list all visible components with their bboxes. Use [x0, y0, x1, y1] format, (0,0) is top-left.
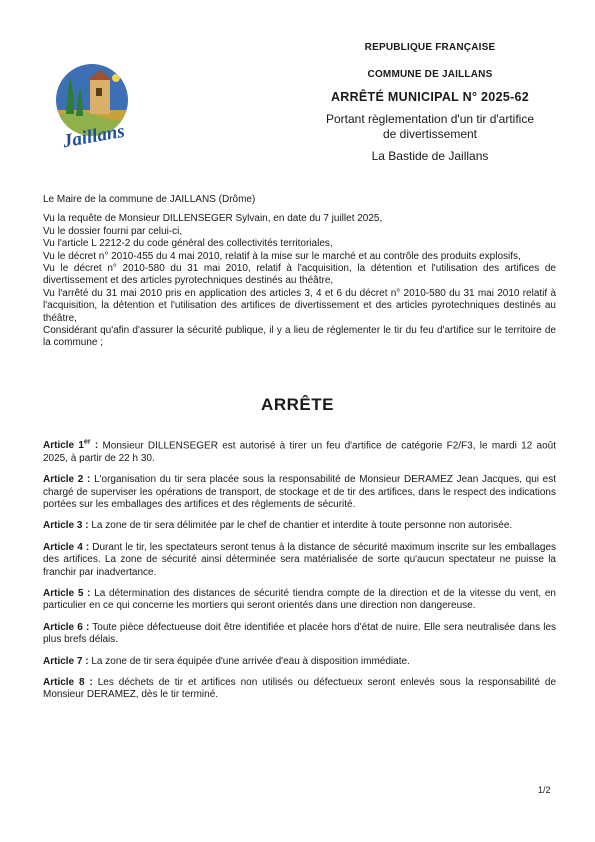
visa-line: Vu le décret n° 2010-580 du 31 mai 2010, relatif à l'acquisition, la détention et l'utilisation des artifices de divertissement et des articles pyrotechniques destinés au théâtre,	[43, 263, 556, 287]
article-5	[43, 588, 556, 613]
maire-line: Le Maire de la commune de JAILLANS (Drôme)	[43, 194, 256, 205]
article-label: Article 1er :	[43, 439, 99, 452]
visa-line: Vu l'article L 2212-2 du code général des collectivités territoriales,	[43, 238, 333, 250]
visas-section	[43, 194, 556, 350]
location-label: La Bastide de Jaillans	[371, 149, 489, 163]
visa-line: Vu le décret n° 2010-455 du 4 mai 2010, relatif à la mise sur le marché et au contrôle des produits explosifs,	[43, 250, 521, 262]
article-text: La détermination des distances de sécurité tiendra compte de la direction et de la vitesse du vent, en particulier en ce qui concerne les mortiers qui seront orientés dans une direction non dangereuse.	[43, 587, 556, 612]
article-text: Les déchets de tir et artifices non utilisés ou défectueux seront enlevés sous la responsabilité de Monsieur DERAMEZ, dès le tir terminé.	[43, 677, 557, 701]
article-text: Toute pièce défectueuse doit être identifiée et placée hors d'état de nuire. Elle sera neutralisée dans les plus brefs délais.	[43, 621, 557, 646]
article-7	[43, 656, 556, 668]
article-2	[43, 474, 556, 511]
article-label: Article 8 :	[43, 677, 93, 689]
subject-title	[300, 112, 560, 142]
article-text: La zone de tir sera équipée d'une arrivée d'eau à disposition immédiate.	[88, 655, 410, 667]
article-text: Monsieur DILLENSEGER est autorisé à tirer un feu d'artifice de catégorie F2/F3, le mardi 12 août 2025, à partir de 22 h 30.	[43, 440, 556, 464]
logo-text: Jaillans	[61, 120, 127, 153]
subject-line-1: Portant règlementation d'un tir d'artifice	[325, 112, 535, 126]
article-3	[43, 520, 556, 532]
page-number: 1/2	[538, 785, 551, 795]
article-6	[43, 622, 556, 647]
republique-label: REPUBLIQUE FRANÇAISE	[364, 42, 496, 53]
article-label: Article 6 :	[43, 621, 90, 633]
visa-line: Vu le dossier fourni par celui-ci,	[43, 225, 183, 237]
visa-line: Vu la requête de Monsieur DILLENSEGER Sylvain, en date du 7 juillet 2025,	[43, 213, 383, 225]
article-4	[43, 542, 556, 579]
article-text: L'organisation du tir sera placée sous la responsabilité de Monsieur DERAMEZ Jean Jacques, qui est chargé de superviser les opérations de transport, de stockage et de tir des artifices, dans le respect des indications portées sur les emballages des artifices et des règlements de sécurité.	[43, 474, 557, 510]
article-8	[43, 677, 556, 702]
articles-section	[43, 437, 556, 711]
arrete-title: ARRÊTE	[261, 395, 334, 414]
article-label: Article 2 :	[43, 474, 91, 486]
article-text: La zone de tir sera délimitée par le chef de chantier et interdite à toute personne non autorisée.	[88, 520, 513, 532]
document-header	[300, 42, 560, 163]
subject-line-2: de divertissement	[382, 127, 478, 141]
visa-line: Vu l'arrêté du 31 mai 2010 pris en application des articles 3, 4 et 6 du décret n° 2010-580 du 31 mai 2010 relatif à l'acquisition, la détention et l'utilisation des artifices de divertissement et des articles pyrotechniques destinés au théâtre,	[43, 287, 556, 324]
article-label: Article 3 :	[43, 520, 89, 532]
commune-label: COMMUNE DE JAILLANS	[367, 69, 493, 80]
considerant-line: Considérant qu'afin d'assurer la sécurité publique, il y a lieu de réglementer le tir du feu d'artifice sur le territoire de la commune ;	[43, 325, 556, 349]
article-text: Durant le tir, les spectateurs seront tenus à la distance de sécurité maximum inscrite sur les emballages des artifices. La zone de sécurité ainsi déterminée sera matérialisée de sorte qu'aucun spectateur ne puisse la franchir par inadvertance.	[43, 541, 557, 578]
article-label: Article 7 :	[43, 655, 89, 667]
arrete-number: ARRÊTÉ MUNICIPAL N° 2025-62	[330, 90, 530, 104]
jaillans-logo	[44, 58, 140, 154]
article-1	[43, 437, 556, 465]
article-label: Article 5 :	[43, 587, 91, 599]
article-label: Article 4 :	[43, 541, 90, 553]
